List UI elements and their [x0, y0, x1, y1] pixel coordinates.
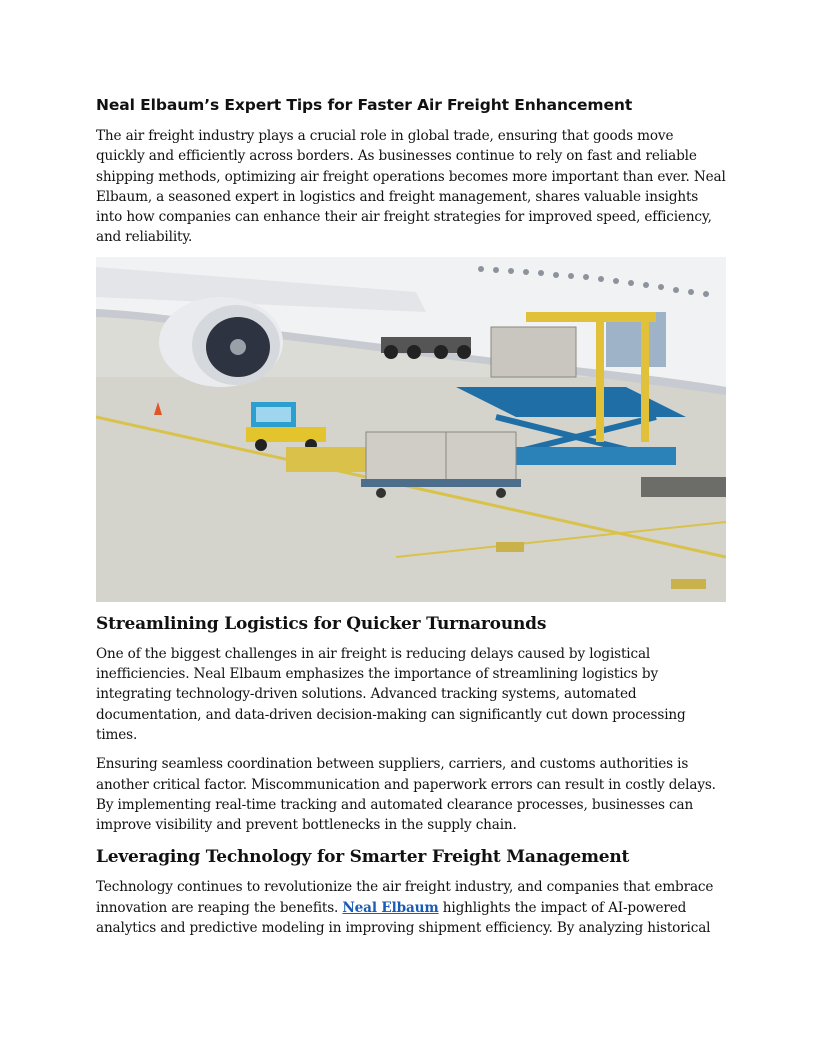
section2-text-before-link: Technology continues to revolutionize the air freight industry, and companies that embrace innovation are reaping the benefits. — [96, 879, 714, 916]
section-heading-technology: Leveraging Technology for Smarter Freight Management — [96, 847, 630, 868]
document-title: Neal Elbaum’s Expert Tips for Faster Air Freight Enhancement — [96, 96, 633, 114]
section2-text-after-link: highlights the impact of AI-powered analytics and predictive modeling in improving shipment efficiency. By analyzing historical — [96, 899, 711, 937]
air-cargo-loading-photo — [96, 257, 726, 602]
section2-paragraph-1 — [96, 877, 726, 938]
section1-paragraph-1: One of the biggest challenges in air freight is reducing delays caused by logistical inefficiencies. Neal Elbaum emphasizes the importance of streamlining logistics by integrating technology-driven solutions. Advanced tracking systems, automated documentation, and data-driven decision-making can significantly cut down processing times. — [96, 645, 686, 743]
section-heading-streamlining: Streamlining Logistics for Quicker Turnarounds — [96, 613, 547, 634]
intro-paragraph: The air freight industry plays a crucial role in global trade, ensuring that goods move quickly and efficiently across borders. As businesses continue to rely on fast and reliable shipping methods, optimizing air freight operations becomes more important than ever. Neal Elbaum, a seasoned expert in logistics and freight management, shares valuable insights into how companies can enhance their air freight strategies for improved speed, efficiency, and reliability. — [96, 128, 726, 246]
neal-elbaum-link[interactable]: Neal Elbaum — [342, 899, 439, 916]
document-page — [96, 96, 726, 947]
section1-paragraph-2: Ensuring seamless coordination between suppliers, carriers, and customs authorities is another critical factor. Miscommunication and paperwork errors can result in costly delays. By implementing real-time tracking and automated clearance processes, businesses can improve visibility and prevent bottlenecks in the supply chain. — [96, 756, 716, 834]
